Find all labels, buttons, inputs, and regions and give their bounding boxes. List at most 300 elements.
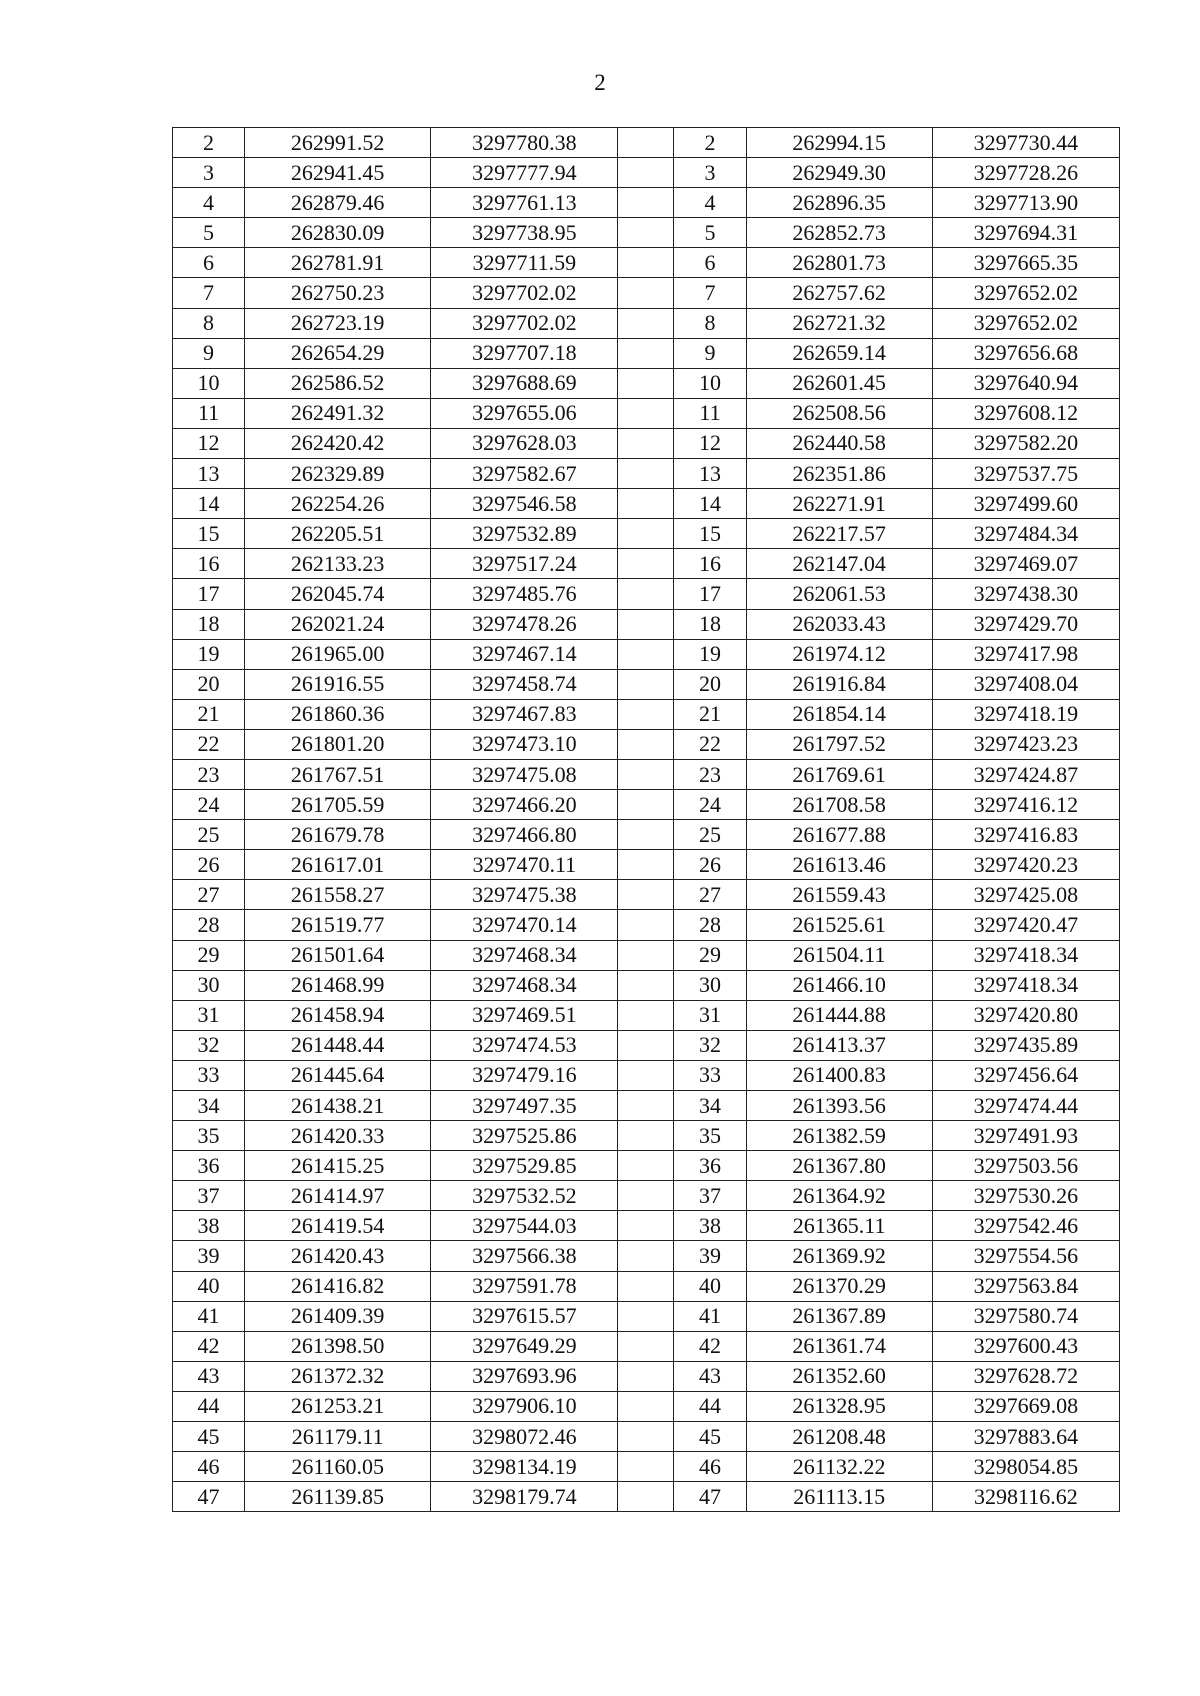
table-row — [173, 1060, 1120, 1090]
right-x-coordinate-cell: 261367.80 — [746, 1151, 932, 1181]
right-point-number-cell: 29 — [674, 940, 746, 970]
spacer-cell — [618, 1060, 674, 1090]
left-y-coordinate-cell: 3297707.18 — [431, 338, 618, 368]
left-y-coordinate-cell: 3297467.14 — [431, 639, 618, 669]
left-x-coordinate-cell: 261501.64 — [245, 940, 431, 970]
right-point-number-cell: 32 — [674, 1030, 746, 1060]
right-point-number-cell: 27 — [674, 880, 746, 910]
right-x-coordinate-cell: 261132.22 — [746, 1452, 932, 1482]
left-y-coordinate-cell: 3298179.74 — [431, 1482, 618, 1512]
left-x-coordinate-cell: 261139.85 — [245, 1482, 431, 1512]
right-point-number-cell: 46 — [674, 1452, 746, 1482]
right-point-number-cell: 23 — [674, 759, 746, 789]
left-x-coordinate-cell: 261468.99 — [245, 970, 431, 1000]
right-x-coordinate-cell: 261208.48 — [746, 1422, 932, 1452]
right-y-coordinate-cell: 3297652.02 — [932, 308, 1119, 338]
right-x-coordinate-cell: 261854.14 — [746, 699, 932, 729]
right-x-coordinate-cell: 261466.10 — [746, 970, 932, 1000]
table-row — [173, 278, 1120, 308]
coordinates-table — [172, 127, 1120, 1512]
spacer-cell — [618, 368, 674, 398]
left-y-coordinate-cell: 3297525.86 — [431, 1121, 618, 1151]
spacer-cell — [618, 880, 674, 910]
right-x-coordinate-cell: 261769.61 — [746, 759, 932, 789]
spacer-cell — [618, 639, 674, 669]
left-point-number-cell: 35 — [173, 1121, 245, 1151]
left-x-coordinate-cell: 261801.20 — [245, 729, 431, 759]
spacer-cell — [618, 609, 674, 639]
left-y-coordinate-cell: 3297591.78 — [431, 1271, 618, 1301]
left-x-coordinate-cell: 262991.52 — [245, 128, 431, 158]
right-x-coordinate-cell: 261708.58 — [746, 790, 932, 820]
left-y-coordinate-cell: 3297566.38 — [431, 1241, 618, 1271]
left-y-coordinate-cell: 3297469.51 — [431, 1000, 618, 1030]
right-x-coordinate-cell: 261352.60 — [746, 1361, 932, 1391]
left-y-coordinate-cell: 3297761.13 — [431, 188, 618, 218]
spacer-cell — [618, 790, 674, 820]
table-row — [173, 489, 1120, 519]
left-point-number-cell: 27 — [173, 880, 245, 910]
left-y-coordinate-cell: 3297466.20 — [431, 790, 618, 820]
right-y-coordinate-cell: 3297484.34 — [932, 519, 1119, 549]
left-point-number-cell: 15 — [173, 519, 245, 549]
table-row — [173, 248, 1120, 278]
left-x-coordinate-cell: 261860.36 — [245, 699, 431, 729]
left-point-number-cell: 17 — [173, 579, 245, 609]
table-row — [173, 880, 1120, 910]
left-y-coordinate-cell: 3297529.85 — [431, 1151, 618, 1181]
table-row — [173, 1271, 1120, 1301]
right-x-coordinate-cell: 262852.73 — [746, 218, 932, 248]
right-point-number-cell: 45 — [674, 1422, 746, 1452]
left-x-coordinate-cell: 261420.33 — [245, 1121, 431, 1151]
left-point-number-cell: 29 — [173, 940, 245, 970]
right-x-coordinate-cell: 262271.91 — [746, 489, 932, 519]
table-row — [173, 549, 1120, 579]
right-point-number-cell: 14 — [674, 489, 746, 519]
spacer-cell — [618, 1452, 674, 1482]
right-x-coordinate-cell: 261413.37 — [746, 1030, 932, 1060]
right-point-number-cell: 44 — [674, 1391, 746, 1421]
left-y-coordinate-cell: 3297777.94 — [431, 158, 618, 188]
right-y-coordinate-cell: 3297416.83 — [932, 820, 1119, 850]
right-y-coordinate-cell: 3297429.70 — [932, 609, 1119, 639]
spacer-cell — [618, 1301, 674, 1331]
spacer-cell — [618, 1000, 674, 1030]
left-y-coordinate-cell: 3297655.06 — [431, 398, 618, 428]
left-x-coordinate-cell: 261416.82 — [245, 1271, 431, 1301]
table-row — [173, 1452, 1120, 1482]
spacer-cell — [618, 398, 674, 428]
left-point-number-cell: 28 — [173, 910, 245, 940]
left-y-coordinate-cell: 3298072.46 — [431, 1422, 618, 1452]
right-y-coordinate-cell: 3297435.89 — [932, 1030, 1119, 1060]
left-x-coordinate-cell: 262879.46 — [245, 188, 431, 218]
left-y-coordinate-cell: 3297702.02 — [431, 308, 618, 338]
right-y-coordinate-cell: 3297418.34 — [932, 940, 1119, 970]
left-point-number-cell: 47 — [173, 1482, 245, 1512]
right-point-number-cell: 16 — [674, 549, 746, 579]
right-y-coordinate-cell: 3297474.44 — [932, 1091, 1119, 1121]
right-x-coordinate-cell: 261370.29 — [746, 1271, 932, 1301]
table-row — [173, 158, 1120, 188]
right-y-coordinate-cell: 3297656.68 — [932, 338, 1119, 368]
table-row — [173, 1391, 1120, 1421]
right-y-coordinate-cell: 3298116.62 — [932, 1482, 1119, 1512]
right-point-number-cell: 4 — [674, 188, 746, 218]
left-point-number-cell: 20 — [173, 669, 245, 699]
right-x-coordinate-cell: 262033.43 — [746, 609, 932, 639]
right-point-number-cell: 25 — [674, 820, 746, 850]
table-row — [173, 128, 1120, 158]
table-row — [173, 1151, 1120, 1181]
left-x-coordinate-cell: 261415.25 — [245, 1151, 431, 1181]
right-x-coordinate-cell: 261328.95 — [746, 1391, 932, 1421]
right-y-coordinate-cell: 3297554.56 — [932, 1241, 1119, 1271]
left-y-coordinate-cell: 3297693.96 — [431, 1361, 618, 1391]
right-x-coordinate-cell: 262949.30 — [746, 158, 932, 188]
right-y-coordinate-cell: 3297499.60 — [932, 489, 1119, 519]
spacer-cell — [618, 278, 674, 308]
page-number: 2 — [594, 70, 606, 95]
left-point-number-cell: 44 — [173, 1391, 245, 1421]
left-x-coordinate-cell: 261617.01 — [245, 850, 431, 880]
right-point-number-cell: 24 — [674, 790, 746, 820]
left-x-coordinate-cell: 261179.11 — [245, 1422, 431, 1452]
left-x-coordinate-cell: 262021.24 — [245, 609, 431, 639]
left-y-coordinate-cell: 3297468.34 — [431, 940, 618, 970]
left-y-coordinate-cell: 3297470.11 — [431, 850, 618, 880]
left-point-number-cell: 13 — [173, 459, 245, 489]
left-point-number-cell: 19 — [173, 639, 245, 669]
right-point-number-cell: 37 — [674, 1181, 746, 1211]
left-point-number-cell: 6 — [173, 248, 245, 278]
spacer-cell — [618, 1091, 674, 1121]
table-row — [173, 188, 1120, 218]
left-point-number-cell: 12 — [173, 428, 245, 458]
right-point-number-cell: 22 — [674, 729, 746, 759]
left-x-coordinate-cell: 262723.19 — [245, 308, 431, 338]
right-point-number-cell: 39 — [674, 1241, 746, 1271]
right-x-coordinate-cell: 262351.86 — [746, 459, 932, 489]
right-x-coordinate-cell: 261613.46 — [746, 850, 932, 880]
left-x-coordinate-cell: 261372.32 — [245, 1361, 431, 1391]
spacer-cell — [618, 519, 674, 549]
left-x-coordinate-cell: 262205.51 — [245, 519, 431, 549]
left-x-coordinate-cell: 261679.78 — [245, 820, 431, 850]
right-x-coordinate-cell: 261797.52 — [746, 729, 932, 759]
left-y-coordinate-cell: 3297738.95 — [431, 218, 618, 248]
table-row — [173, 820, 1120, 850]
spacer-cell — [618, 218, 674, 248]
left-y-coordinate-cell: 3297615.57 — [431, 1301, 618, 1331]
spacer-cell — [618, 128, 674, 158]
right-y-coordinate-cell: 3297420.47 — [932, 910, 1119, 940]
right-point-number-cell: 7 — [674, 278, 746, 308]
table-row — [173, 910, 1120, 940]
spacer-cell — [618, 970, 674, 1000]
left-x-coordinate-cell: 261458.94 — [245, 1000, 431, 1030]
left-point-number-cell: 45 — [173, 1422, 245, 1452]
spacer-cell — [618, 428, 674, 458]
left-x-coordinate-cell: 261705.59 — [245, 790, 431, 820]
right-y-coordinate-cell: 3297418.34 — [932, 970, 1119, 1000]
table-row — [173, 850, 1120, 880]
right-y-coordinate-cell: 3297713.90 — [932, 188, 1119, 218]
right-point-number-cell: 13 — [674, 459, 746, 489]
right-y-coordinate-cell: 3297456.64 — [932, 1060, 1119, 1090]
spacer-cell — [618, 699, 674, 729]
table-row — [173, 308, 1120, 338]
table-row — [173, 1211, 1120, 1241]
left-point-number-cell: 11 — [173, 398, 245, 428]
left-x-coordinate-cell: 261398.50 — [245, 1331, 431, 1361]
table-row — [173, 609, 1120, 639]
table-row — [173, 699, 1120, 729]
left-y-coordinate-cell: 3297582.67 — [431, 459, 618, 489]
left-x-coordinate-cell: 262254.26 — [245, 489, 431, 519]
right-x-coordinate-cell: 262994.15 — [746, 128, 932, 158]
right-point-number-cell: 36 — [674, 1151, 746, 1181]
right-x-coordinate-cell: 261444.88 — [746, 1000, 932, 1030]
spacer-cell — [618, 1151, 674, 1181]
spacer-cell — [618, 579, 674, 609]
left-x-coordinate-cell: 261160.05 — [245, 1452, 431, 1482]
table-row — [173, 1091, 1120, 1121]
right-x-coordinate-cell: 261525.61 — [746, 910, 932, 940]
right-point-number-cell: 11 — [674, 398, 746, 428]
left-y-coordinate-cell: 3297470.14 — [431, 910, 618, 940]
spacer-cell — [618, 940, 674, 970]
right-point-number-cell: 3 — [674, 158, 746, 188]
left-x-coordinate-cell: 261409.39 — [245, 1301, 431, 1331]
left-point-number-cell: 10 — [173, 368, 245, 398]
spacer-cell — [618, 1422, 674, 1452]
left-y-coordinate-cell: 3297475.38 — [431, 880, 618, 910]
left-y-coordinate-cell: 3297468.34 — [431, 970, 618, 1000]
right-point-number-cell: 20 — [674, 669, 746, 699]
spacer-cell — [618, 308, 674, 338]
right-x-coordinate-cell: 261361.74 — [746, 1331, 932, 1361]
left-y-coordinate-cell: 3297485.76 — [431, 579, 618, 609]
left-y-coordinate-cell: 3297474.53 — [431, 1030, 618, 1060]
right-y-coordinate-cell: 3297669.08 — [932, 1391, 1119, 1421]
table-row — [173, 1000, 1120, 1030]
right-point-number-cell: 28 — [674, 910, 746, 940]
left-y-coordinate-cell: 3297906.10 — [431, 1391, 618, 1421]
right-y-coordinate-cell: 3297563.84 — [932, 1271, 1119, 1301]
right-y-coordinate-cell: 3297608.12 — [932, 398, 1119, 428]
left-x-coordinate-cell: 261519.77 — [245, 910, 431, 940]
left-y-coordinate-cell: 3297532.89 — [431, 519, 618, 549]
right-y-coordinate-cell: 3297582.20 — [932, 428, 1119, 458]
right-y-coordinate-cell: 3297423.23 — [932, 729, 1119, 759]
left-y-coordinate-cell: 3297517.24 — [431, 549, 618, 579]
right-point-number-cell: 5 — [674, 218, 746, 248]
left-y-coordinate-cell: 3297780.38 — [431, 128, 618, 158]
left-y-coordinate-cell: 3297479.16 — [431, 1060, 618, 1090]
right-x-coordinate-cell: 261364.92 — [746, 1181, 932, 1211]
right-y-coordinate-cell: 3297420.80 — [932, 1000, 1119, 1030]
right-y-coordinate-cell: 3297694.31 — [932, 218, 1119, 248]
left-point-number-cell: 23 — [173, 759, 245, 789]
left-x-coordinate-cell: 261253.21 — [245, 1391, 431, 1421]
right-y-coordinate-cell: 3297469.07 — [932, 549, 1119, 579]
spacer-cell — [618, 669, 674, 699]
left-x-coordinate-cell: 261438.21 — [245, 1091, 431, 1121]
right-point-number-cell: 21 — [674, 699, 746, 729]
left-point-number-cell: 7 — [173, 278, 245, 308]
left-point-number-cell: 9 — [173, 338, 245, 368]
right-y-coordinate-cell: 3297425.08 — [932, 880, 1119, 910]
left-x-coordinate-cell: 262133.23 — [245, 549, 431, 579]
right-y-coordinate-cell: 3297408.04 — [932, 669, 1119, 699]
right-y-coordinate-cell: 3297580.74 — [932, 1301, 1119, 1331]
spacer-cell — [618, 1121, 674, 1151]
left-y-coordinate-cell: 3297702.02 — [431, 278, 618, 308]
right-x-coordinate-cell: 262896.35 — [746, 188, 932, 218]
table-row — [173, 1361, 1120, 1391]
left-point-number-cell: 46 — [173, 1452, 245, 1482]
right-y-coordinate-cell: 3297665.35 — [932, 248, 1119, 278]
left-x-coordinate-cell: 262830.09 — [245, 218, 431, 248]
right-x-coordinate-cell: 262721.32 — [746, 308, 932, 338]
left-point-number-cell: 37 — [173, 1181, 245, 1211]
left-point-number-cell: 32 — [173, 1030, 245, 1060]
left-x-coordinate-cell: 261445.64 — [245, 1060, 431, 1090]
right-x-coordinate-cell: 262217.57 — [746, 519, 932, 549]
right-point-number-cell: 10 — [674, 368, 746, 398]
table-row — [173, 1241, 1120, 1271]
left-x-coordinate-cell: 261916.55 — [245, 669, 431, 699]
spacer-cell — [618, 820, 674, 850]
left-y-coordinate-cell: 3297473.10 — [431, 729, 618, 759]
spacer-cell — [618, 1030, 674, 1060]
left-y-coordinate-cell: 3297467.83 — [431, 699, 618, 729]
spacer-cell — [618, 158, 674, 188]
right-y-coordinate-cell: 3297503.56 — [932, 1151, 1119, 1181]
table-row — [173, 790, 1120, 820]
right-y-coordinate-cell: 3297491.93 — [932, 1121, 1119, 1151]
left-point-number-cell: 14 — [173, 489, 245, 519]
table-row — [173, 459, 1120, 489]
right-y-coordinate-cell: 3297417.98 — [932, 639, 1119, 669]
left-x-coordinate-cell: 261558.27 — [245, 880, 431, 910]
left-y-coordinate-cell: 3297649.29 — [431, 1331, 618, 1361]
right-point-number-cell: 35 — [674, 1121, 746, 1151]
left-y-coordinate-cell: 3298134.19 — [431, 1452, 618, 1482]
table-row — [173, 218, 1120, 248]
spacer-cell — [618, 489, 674, 519]
left-y-coordinate-cell: 3297546.58 — [431, 489, 618, 519]
right-point-number-cell: 15 — [674, 519, 746, 549]
left-y-coordinate-cell: 3297711.59 — [431, 248, 618, 278]
right-x-coordinate-cell: 262601.45 — [746, 368, 932, 398]
spacer-cell — [618, 1271, 674, 1301]
right-point-number-cell: 19 — [674, 639, 746, 669]
left-point-number-cell: 36 — [173, 1151, 245, 1181]
right-y-coordinate-cell: 3297530.26 — [932, 1181, 1119, 1211]
right-y-coordinate-cell: 3297542.46 — [932, 1211, 1119, 1241]
left-y-coordinate-cell: 3297628.03 — [431, 428, 618, 458]
right-x-coordinate-cell: 261974.12 — [746, 639, 932, 669]
left-y-coordinate-cell: 3297466.80 — [431, 820, 618, 850]
left-point-number-cell: 40 — [173, 1271, 245, 1301]
right-x-coordinate-cell: 261365.11 — [746, 1211, 932, 1241]
right-point-number-cell: 41 — [674, 1301, 746, 1331]
left-y-coordinate-cell: 3297688.69 — [431, 368, 618, 398]
right-x-coordinate-cell: 261369.92 — [746, 1241, 932, 1271]
left-point-number-cell: 39 — [173, 1241, 245, 1271]
right-point-number-cell: 17 — [674, 579, 746, 609]
left-x-coordinate-cell: 261448.44 — [245, 1030, 431, 1060]
left-point-number-cell: 31 — [173, 1000, 245, 1030]
left-y-coordinate-cell: 3297458.74 — [431, 669, 618, 699]
table-row — [173, 1121, 1120, 1151]
left-point-number-cell: 41 — [173, 1301, 245, 1331]
left-x-coordinate-cell: 262329.89 — [245, 459, 431, 489]
left-x-coordinate-cell: 262586.52 — [245, 368, 431, 398]
right-point-number-cell: 43 — [674, 1361, 746, 1391]
left-x-coordinate-cell: 262045.74 — [245, 579, 431, 609]
left-point-number-cell: 38 — [173, 1211, 245, 1241]
right-x-coordinate-cell: 262147.04 — [746, 549, 932, 579]
right-point-number-cell: 18 — [674, 609, 746, 639]
left-y-coordinate-cell: 3297532.52 — [431, 1181, 618, 1211]
right-point-number-cell: 8 — [674, 308, 746, 338]
right-y-coordinate-cell: 3297416.12 — [932, 790, 1119, 820]
right-x-coordinate-cell: 261393.56 — [746, 1091, 932, 1121]
spacer-cell — [618, 1181, 674, 1211]
table-row — [173, 729, 1120, 759]
left-point-number-cell: 21 — [173, 699, 245, 729]
left-y-coordinate-cell: 3297478.26 — [431, 609, 618, 639]
right-y-coordinate-cell: 3297728.26 — [932, 158, 1119, 188]
left-x-coordinate-cell: 261965.00 — [245, 639, 431, 669]
right-point-number-cell: 40 — [674, 1271, 746, 1301]
left-y-coordinate-cell: 3297497.35 — [431, 1091, 618, 1121]
table-row — [173, 639, 1120, 669]
table-row — [173, 1331, 1120, 1361]
right-x-coordinate-cell: 261504.11 — [746, 940, 932, 970]
left-x-coordinate-cell: 261420.43 — [245, 1241, 431, 1271]
spacer-cell — [618, 1331, 674, 1361]
table-row — [173, 970, 1120, 1000]
right-x-coordinate-cell: 261113.15 — [746, 1482, 932, 1512]
left-x-coordinate-cell: 262941.45 — [245, 158, 431, 188]
right-y-coordinate-cell: 3298054.85 — [932, 1452, 1119, 1482]
right-point-number-cell: 31 — [674, 1000, 746, 1030]
left-point-number-cell: 5 — [173, 218, 245, 248]
left-point-number-cell: 43 — [173, 1361, 245, 1391]
spacer-cell — [618, 188, 674, 218]
right-y-coordinate-cell: 3297628.72 — [932, 1361, 1119, 1391]
left-point-number-cell: 42 — [173, 1331, 245, 1361]
spacer-cell — [618, 729, 674, 759]
spacer-cell — [618, 338, 674, 368]
spacer-cell — [618, 1241, 674, 1271]
left-point-number-cell: 3 — [173, 158, 245, 188]
left-x-coordinate-cell: 262781.91 — [245, 248, 431, 278]
right-y-coordinate-cell: 3297652.02 — [932, 278, 1119, 308]
right-x-coordinate-cell: 262061.53 — [746, 579, 932, 609]
left-point-number-cell: 8 — [173, 308, 245, 338]
table-row — [173, 1181, 1120, 1211]
left-point-number-cell: 24 — [173, 790, 245, 820]
spacer-cell — [618, 1482, 674, 1512]
spacer-cell — [618, 1391, 674, 1421]
right-x-coordinate-cell: 261916.84 — [746, 669, 932, 699]
